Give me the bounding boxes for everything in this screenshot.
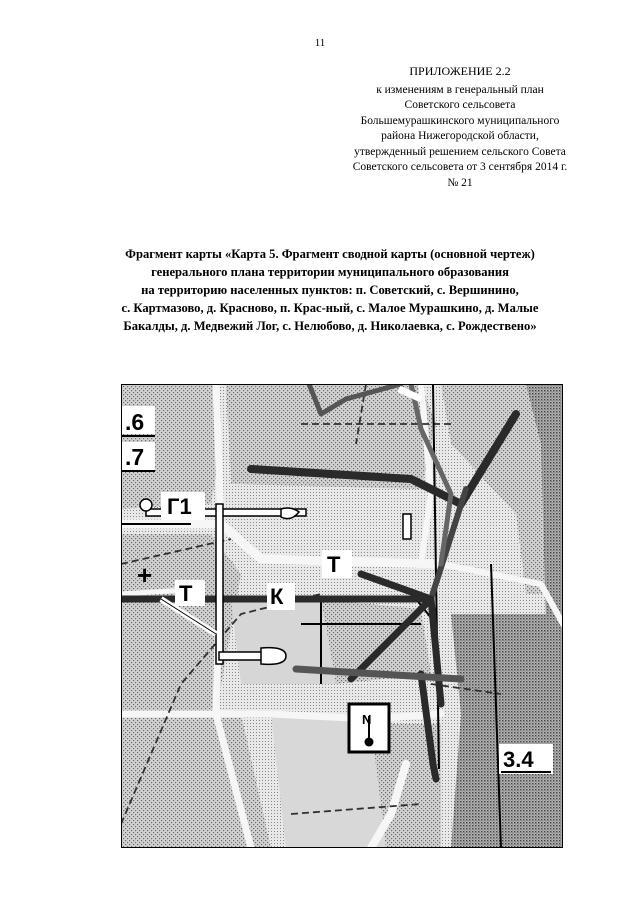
- title-line: генерального плана территории муниципального образования: [151, 265, 509, 279]
- label-k: К: [270, 584, 284, 609]
- north-symbol: [349, 704, 389, 752]
- appendix-line: Большемурашкинского муниципального: [360, 114, 560, 127]
- north-letter: N: [362, 712, 372, 727]
- label-t-upper: Т: [327, 552, 341, 577]
- page-number: 11: [314, 37, 326, 49]
- appendix-line: Советского сельсовета: [404, 99, 516, 111]
- label-plus: +: [137, 560, 153, 590]
- appendix-line: № 21: [447, 176, 473, 189]
- appendix-line: утвержденный решением сельского Совета: [354, 145, 566, 158]
- map-fragment: [121, 384, 563, 848]
- title-line: Бакалды, д. Медвежий Лог, с. Нелюбово, д. Николаевка, с. Рождествено»: [123, 319, 537, 333]
- appendix-line: Советского сельсовета от 3 сентября 2014 г.: [352, 161, 568, 173]
- label-g1: Г1: [167, 494, 192, 519]
- appendix-heading: ПРИЛОЖЕНИЕ 2.2: [409, 64, 511, 78]
- title-line: с. Картмазово, д. Красново, п. Крас-ный, с. Малое Мурашкино, д. Малые: [121, 301, 539, 315]
- zone-label-7: .7: [125, 444, 145, 470]
- appendix-line: к изменениям в генеральный план: [376, 83, 544, 96]
- zone-label-6: .6: [125, 409, 145, 435]
- appendix-line: района Нижегородской области,: [381, 130, 539, 142]
- title-line: на территорию населенных пунктов: п. Советский, с. Вершинино,: [141, 283, 519, 297]
- appendix-block: [340, 64, 580, 191]
- label-t-left: Т: [179, 581, 193, 606]
- zone-label-3-4: 3.4: [503, 747, 534, 772]
- fragment-title: [60, 245, 600, 335]
- title-line: Фрагмент карты «Карта 5. Фрагмент сводной карты (основной чертеж): [125, 247, 535, 261]
